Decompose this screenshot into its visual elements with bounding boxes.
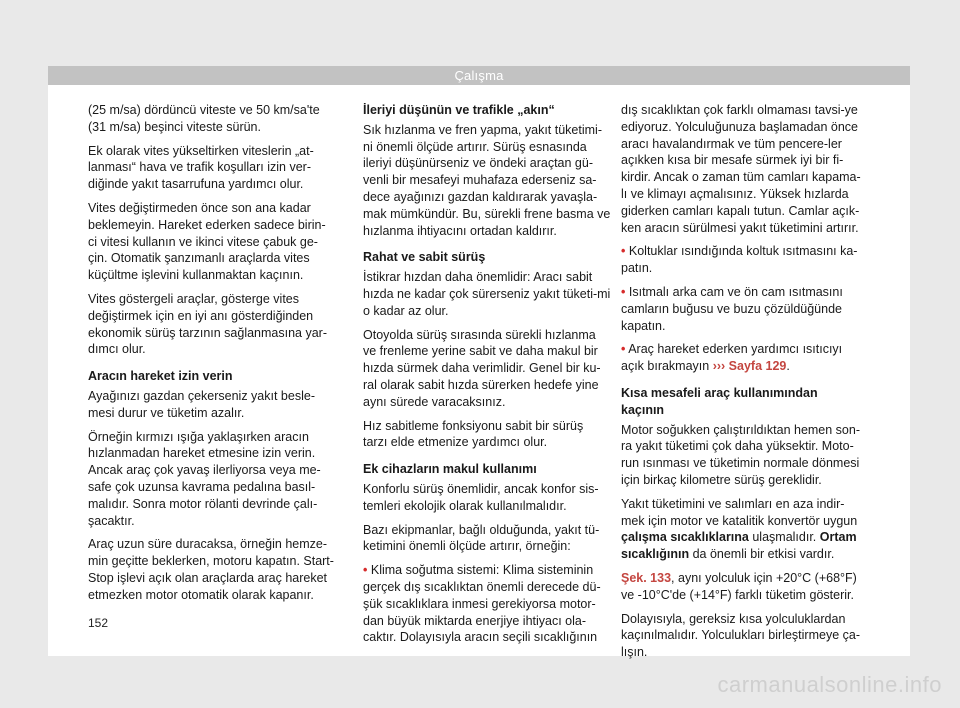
paragraph: Bazı ekipmanlar, bağlı olduğunda, yakıt tü-ketimini önemli ölçüde artırır, örneğin: [363, 522, 600, 554]
subheading: Ek cihazların makul kullanımı [363, 462, 537, 477]
paragraph: Vites göstergeli araçlar, gösterge vites değiştirmek için en iyi anı gösterdiğinden ekonomik sürüş tarzının sağlanmasına yar-dımcı olur. [88, 291, 327, 357]
paragraph: Örneğin kırmızı ışığa yaklaşırken aracın hızlanmadan hareket etmesine izin verin. Ancak araç çok yavaş ilerliyorsa veya me-safe çok uzunsa kavrama pedalına basıl-malıdır. Sonra motor rölanti devrinde çalı-şacaktır. [88, 429, 321, 528]
emphasis-text: çalışma sıcaklıklarına [621, 530, 749, 545]
paragraph: Ek olarak vites yükseltirken viteslerin „at-lanması“ hava ve trafik koşulları izin ver-diğinde yakıt tasarrufuna yardımcı olur. [88, 143, 314, 192]
section-header [48, 66, 910, 85]
paragraph: Otoyolda sürüş sırasında sürekli hızlanma ve frenleme yerine sabit ve daha makul bir hızda sürmek daha verimlidir. Genel bir ku-ral olarak sabit hızda sürerken hedefe yine aynı sürede varacaksınız. [363, 327, 601, 409]
punctuation: . [786, 359, 790, 374]
bullet-item [363, 562, 611, 646]
bullet-item [621, 243, 861, 277]
page-number: 152 [88, 616, 109, 630]
text: ulaşmalıdır. [752, 530, 817, 545]
page-reference-link[interactable]: ››› Sayfa 129 [712, 359, 787, 374]
paragraph: (25 m/sa) dördüncü viteste ve 50 km/sa'te (31 m/sa) beşinci viteste sürün. [88, 103, 320, 134]
paragraph: Vites değiştirmeden önce son ana kadar beklemeyin. Hareket ederken sadece birin-ci vitesi kullanın ve ikinci vitese çabuk ge-çin. Otomatik şanzımanlı araçlarda vites küçültme işlevini kullanmaktan kaçının. [88, 200, 326, 283]
bullet-item [621, 341, 861, 375]
bullet-text: Klima soğutma sistemi: Klima sisteminin gerçek dış sıcaklıktan önemli derecede dü-şük sıcaklıklara inmesi gerekiyorsa motor-dan büyük miktarda enerjiye ihtiyacı ola-caktır. Dolayısıyla aracın seçili sıcaklığının [363, 563, 601, 645]
bullet-text: Araç hareket ederken yardımcı ısıtıcıyı açık bırakmayın [621, 342, 843, 374]
bullet-text: Isıtmalı arka cam ve ön cam ısıtmasını camların buğusu ve buzu çözüldüğünde kapatın. [621, 284, 843, 333]
figure-reference-link[interactable]: Şek. 133 [621, 570, 672, 585]
subheading: Aracın hareket izin verin [88, 369, 233, 384]
paragraph [621, 496, 861, 563]
text: , aynı yolculuk için +20°C (+68°F) ve -10°C'de (+14°F) farklı tüketim gösterir. [621, 570, 857, 602]
text: Yakıt tüketimini ve salımları en aza indir-mek için motor ve katalitik konvertör uygun [621, 496, 858, 528]
paragraph: Konforlu sürüş önemlidir, ancak konfor sis-temleri ekolojik olarak kullanılmalıdır. [363, 481, 599, 513]
subheading: İleriyi düşünün ve trafikle „akın“ [363, 103, 555, 117]
paragraph [621, 570, 861, 604]
emphasis-text: Ortam sıcaklığının [621, 530, 857, 562]
column-1 [88, 102, 334, 611]
paragraph: dış sıcaklıktan çok farklı olmaması tavsi-ye ediyoruz. Yolculuğunuza başlamadan önce aracı havalandırmak ve tüm pencere-ler açıkken kısa bir mesafe sürmek iyi bir fi-kirdir. Ancak o zaman tüm camları kapama-lı ve klimayı açmalısınız. Yüksek hızlarda giderken camları kapalı tutun. Camlar açık-ken aracın sürülmesi yakıt tüketimini artırır. [621, 103, 861, 235]
watermark: carmanualsonline.info [717, 672, 942, 697]
paragraph: Motor soğukken çalıştırıldıktan hemen son-ra yakıt tüketimi çok daha yüksektir. Moto-run ısınması ve tüketimin normale dönmesi için birkaç kilometre sürüş gereklidir. [621, 422, 861, 487]
bullet-icon: • [363, 563, 368, 578]
bullet-icon: • [621, 244, 626, 259]
text: da önemli bir etkisi vardır. [692, 547, 835, 562]
manual-page [48, 66, 910, 660]
paragraph: Hız sabitleme fonksiyonu sabit bir sürüş tarzı elde etmenize yardımcı olur. [363, 418, 584, 450]
paragraph: Araç uzun süre duracaksa, örneğin hemze-min geçitte beklerken, motoru kapatın. Start-Stop işlevi açık olan araçlarda araç hareket etmezken motor otomatik olarak kapanır. [88, 537, 334, 602]
paragraph: Dolayısıyla, gereksiz kısa yolculuklardan kaçınılmalıdır. Yolculukları birleştirmeye ça-lışın. [621, 611, 860, 660]
section-title: Çalışma [454, 68, 504, 83]
bullet-icon: • [621, 342, 626, 357]
bullet-item [621, 284, 861, 334]
column-3 [621, 102, 861, 668]
paragraph: Ayağınızı gazdan çekerseniz yakıt besle-mesi durur ve tüketim azalır. [88, 388, 315, 420]
subheading: Kısa mesafeli araç kullanımından kaçının [621, 385, 818, 417]
bullet-icon: • [621, 284, 626, 299]
subheading: Rahat ve sabit sürüş [363, 250, 486, 265]
paragraph: Sık hızlanma ve fren yapma, yakıt tüketimi-ni önemli ölçüde artırır. Sürüş esnasında ileriyi düşünürseniz ve öndeki araçtan gü-venli bir mesafeyi muhafaza ederseniz sa-dece ayağınızı gazdan kaldırarak yavaşla-mak mümkündür. Bu, sürekli frene basma ve hızlanma ihtiyacını ortadan kaldırır. [363, 122, 611, 238]
paragraph: İstikrar hızdan daha önemlidir: Aracı sabit hızda ne kadar çok sürerseniz yakıt tüketi-mi o kadar az olur. [363, 270, 611, 318]
bullet-text: Koltuklar ısındığında koltuk ısıtmasını ka-patın. [621, 244, 858, 276]
column-2 [363, 102, 611, 653]
